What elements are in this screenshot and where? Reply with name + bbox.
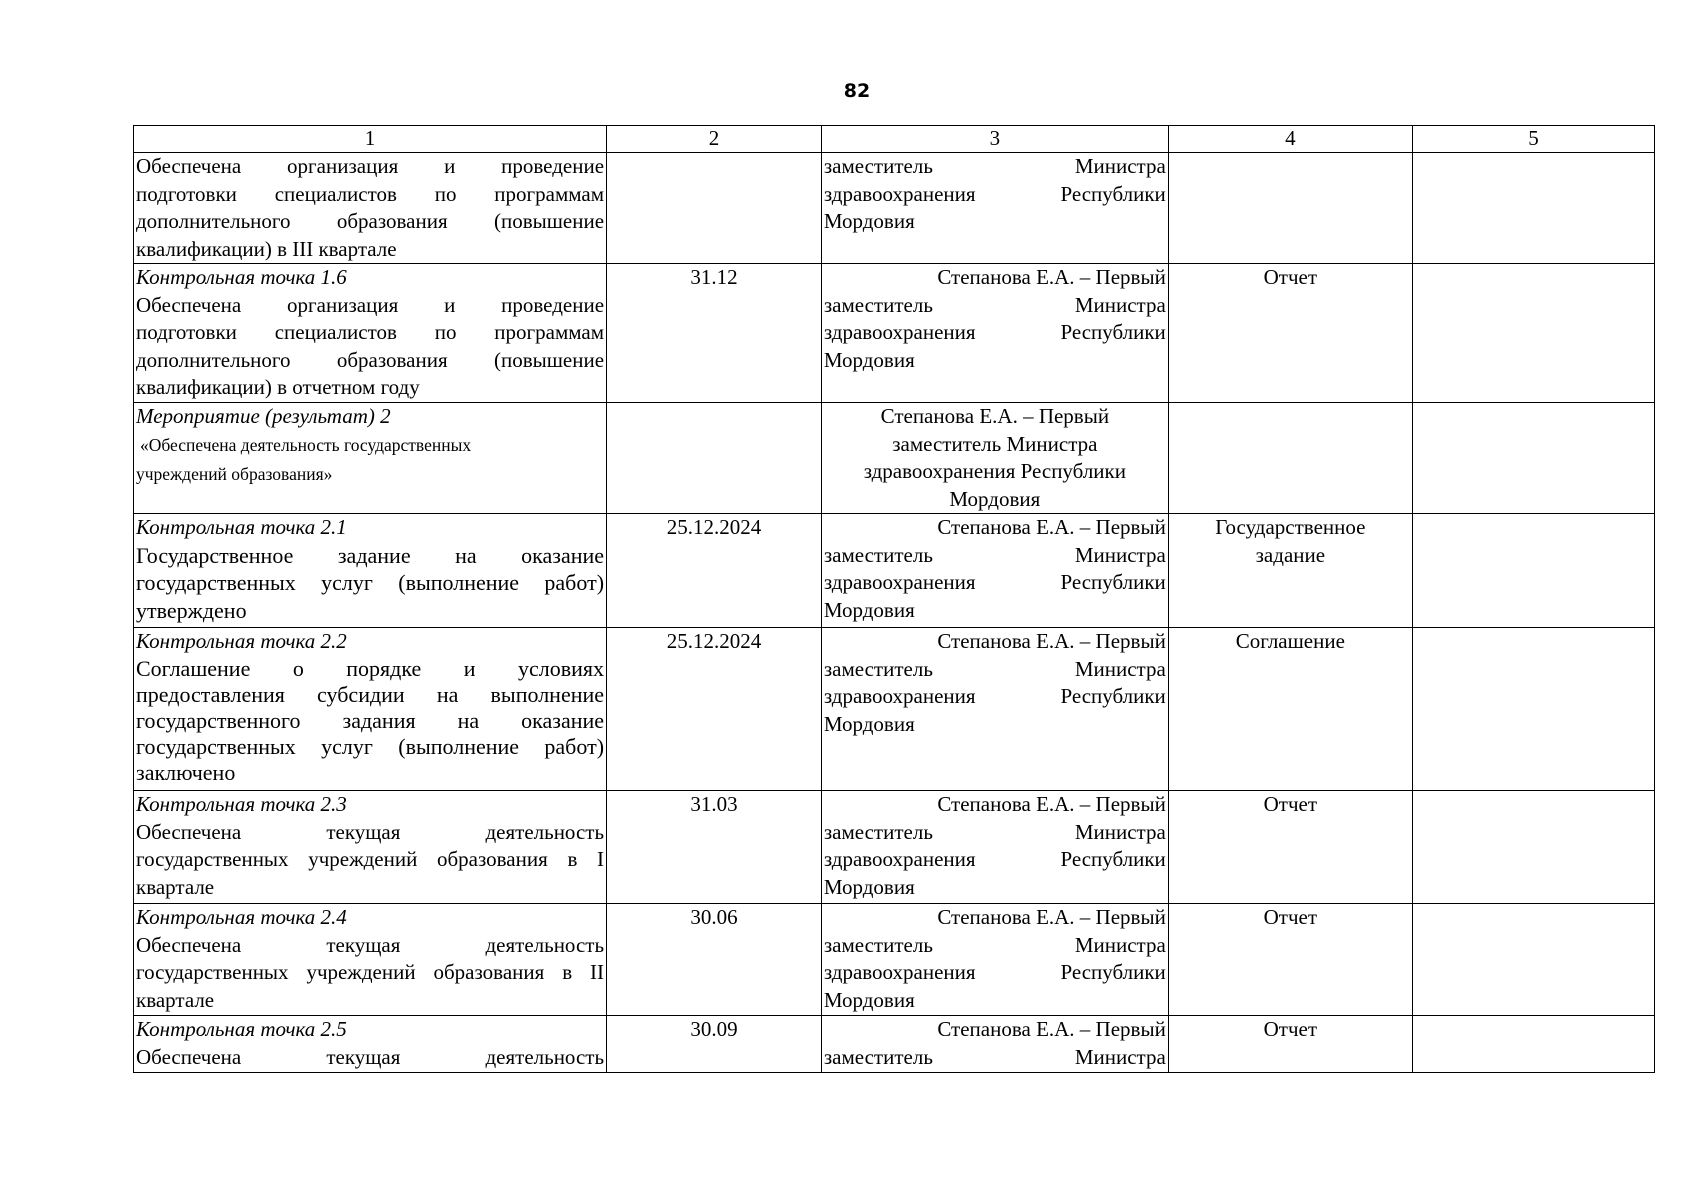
table-row — [134, 153, 1655, 264]
checkpoint-title: Контрольная точка 2.1 — [136, 515, 347, 539]
checkpoint-title: Контрольная точка 1.6 — [136, 265, 347, 289]
column-header: 2 — [607, 126, 822, 153]
activity-table — [133, 125, 1655, 1073]
document-cell — [1168, 514, 1412, 628]
task-text-line: государственных учреждений образования в I — [136, 847, 605, 871]
task-cell — [134, 1016, 607, 1073]
task-cell — [134, 628, 607, 791]
column-header: 1 — [134, 126, 607, 153]
table-row — [134, 514, 1655, 628]
responsible-line: заместитель Министра — [823, 154, 1166, 178]
document-line: задание — [1255, 542, 1326, 567]
responsible-cell — [821, 514, 1168, 628]
task-cell — [134, 791, 607, 904]
task-text-line: Государственное задание на оказание — [136, 542, 605, 568]
responsible-line: Мордовия — [823, 874, 915, 899]
table-row — [134, 628, 1655, 791]
task-text-line: квартале — [136, 987, 215, 1012]
responsible-line: заместитель Министра — [823, 542, 1166, 567]
document-line: Государственное — [1215, 515, 1366, 539]
date-cell — [607, 153, 822, 264]
responsible-line: заместитель Министра — [823, 292, 1166, 317]
task-text-line: Обеспечена текущая деятельность — [136, 932, 605, 957]
measure-title: Мероприятие (результат) 2 — [136, 404, 391, 428]
task-cell — [134, 403, 607, 514]
date-cell: 31.12 — [607, 264, 822, 403]
responsible-line: здравоохранения Республики — [823, 960, 1166, 984]
document-cell — [1168, 403, 1412, 514]
task-text-line: предоставления субсидии на выполнение — [136, 681, 605, 707]
task-text-line: квалификации) в отчетном году — [136, 375, 420, 399]
task-text-line: Обеспечена организация и проведение — [136, 154, 605, 178]
info-cell — [1412, 153, 1654, 264]
responsible-line: заместитель Министра — [823, 932, 1166, 957]
info-cell — [1412, 403, 1654, 514]
responsible-line: заместитель Министра — [892, 431, 1098, 456]
column-header: 5 — [1412, 126, 1654, 153]
table-row — [134, 1016, 1655, 1073]
table-row — [134, 791, 1655, 904]
responsible-line: Степанова Е.А. – Первый — [937, 629, 1166, 653]
responsible-line: Мордовия — [823, 209, 915, 233]
responsible-line: Мордовия — [823, 597, 915, 622]
responsible-line: здравоохранения Республики — [823, 320, 1166, 344]
responsible-line: Мордовия — [823, 711, 915, 736]
responsible-line: Степанова Е.А. – Первый — [937, 792, 1166, 816]
responsible-line: здравоохранения Республики — [823, 684, 1166, 708]
document-cell: Отчет — [1168, 264, 1412, 403]
responsible-line: заместитель Министра — [823, 656, 1166, 681]
column-header: 3 — [821, 126, 1168, 153]
responsible-cell — [821, 791, 1168, 904]
document-cell: Отчет — [1168, 791, 1412, 904]
task-cell — [134, 264, 607, 403]
document-cell: Отчет — [1168, 1016, 1412, 1073]
task-text-line: заключено — [136, 759, 236, 785]
column-header: 4 — [1168, 126, 1412, 153]
task-text-line: государственных услуг (выполнение работ) — [136, 733, 605, 759]
task-cell — [134, 514, 607, 628]
info-cell — [1412, 628, 1654, 791]
document-cell — [1168, 153, 1412, 264]
date-cell: 25.12.2024 — [607, 514, 822, 628]
responsible-line: Степанова Е.А. – Первый — [937, 905, 1166, 929]
task-text-line: квалификации) в III квартале — [136, 236, 397, 261]
checkpoint-title: Контрольная точка 2.5 — [136, 1017, 347, 1041]
info-cell — [1412, 514, 1654, 628]
responsible-line: Мордовия — [823, 347, 915, 372]
document-cell: Соглашение — [1168, 628, 1412, 791]
checkpoint-title: Контрольная точка 2.2 — [136, 629, 347, 653]
task-text-line: государственного задания на оказание — [136, 707, 605, 733]
date-cell — [607, 403, 822, 514]
table-row — [134, 403, 1655, 514]
task-text-line: Обеспечена организация и проведение — [136, 292, 605, 317]
date-cell: 30.09 — [607, 1016, 822, 1073]
responsible-cell — [821, 1016, 1168, 1073]
responsible-line: заместитель Министра — [823, 1044, 1166, 1069]
responsible-line: Степанова Е.А. – Первый — [880, 404, 1110, 428]
task-text-line: государственных услуг (выполнение работ) — [136, 570, 605, 595]
date-cell: 31.03 — [607, 791, 822, 904]
responsible-line: здравоохранения Республики — [863, 459, 1126, 483]
page-number: 82 — [843, 80, 871, 102]
responsible-line: Мордовия — [949, 486, 1041, 511]
task-cell — [134, 904, 607, 1016]
responsible-line: здравоохранения Республики — [823, 847, 1166, 871]
date-cell: 25.12.2024 — [607, 628, 822, 791]
responsible-cell — [821, 904, 1168, 1016]
responsible-line: Степанова Е.А. – Первый — [937, 265, 1166, 289]
responsible-cell — [821, 403, 1168, 514]
task-text-line: подготовки специалистов по программам — [136, 181, 605, 206]
task-text-line: «Обеспечена деятельность государственных — [140, 434, 472, 455]
task-text-line: Обеспечена текущая деятельность — [136, 1044, 605, 1069]
responsible-cell — [821, 264, 1168, 403]
responsible-line: здравоохранения Республики — [823, 570, 1166, 594]
date-cell: 30.06 — [607, 904, 822, 1016]
header-row — [134, 126, 1655, 153]
task-text-line: учреждений образования» — [136, 463, 333, 484]
table-row — [134, 904, 1655, 1016]
checkpoint-title: Контрольная точка 2.4 — [136, 905, 347, 929]
task-text-line: Соглашение о порядке и условиях — [136, 655, 605, 681]
table-row — [134, 264, 1655, 403]
responsible-line: Степанова Е.А. – Первый — [937, 515, 1166, 539]
responsible-line: Мордовия — [823, 987, 915, 1012]
document-cell: Отчет — [1168, 904, 1412, 1016]
task-text-line: подготовки специалистов по программам — [136, 320, 605, 344]
task-text-line: Обеспечена текущая деятельность — [136, 819, 605, 844]
responsible-line: заместитель Министра — [823, 819, 1166, 844]
task-text-line: дополнительного образования (повышение — [136, 209, 605, 233]
info-cell — [1412, 904, 1654, 1016]
info-cell — [1412, 791, 1654, 904]
responsible-cell — [821, 153, 1168, 264]
task-text-line: квартале — [136, 874, 215, 899]
responsible-cell — [821, 628, 1168, 791]
info-cell — [1412, 1016, 1654, 1073]
responsible-line: Степанова Е.А. – Первый — [937, 1017, 1166, 1041]
task-cell — [134, 153, 607, 264]
responsible-line: здравоохранения Республики — [823, 181, 1166, 206]
task-text-line: государственных учреждений образования в II — [136, 960, 605, 984]
task-text-line: дополнительного образования (повышение — [136, 347, 605, 372]
info-cell — [1412, 264, 1654, 403]
task-text-line: утверждено — [136, 597, 247, 623]
checkpoint-title: Контрольная точка 2.3 — [136, 792, 347, 816]
